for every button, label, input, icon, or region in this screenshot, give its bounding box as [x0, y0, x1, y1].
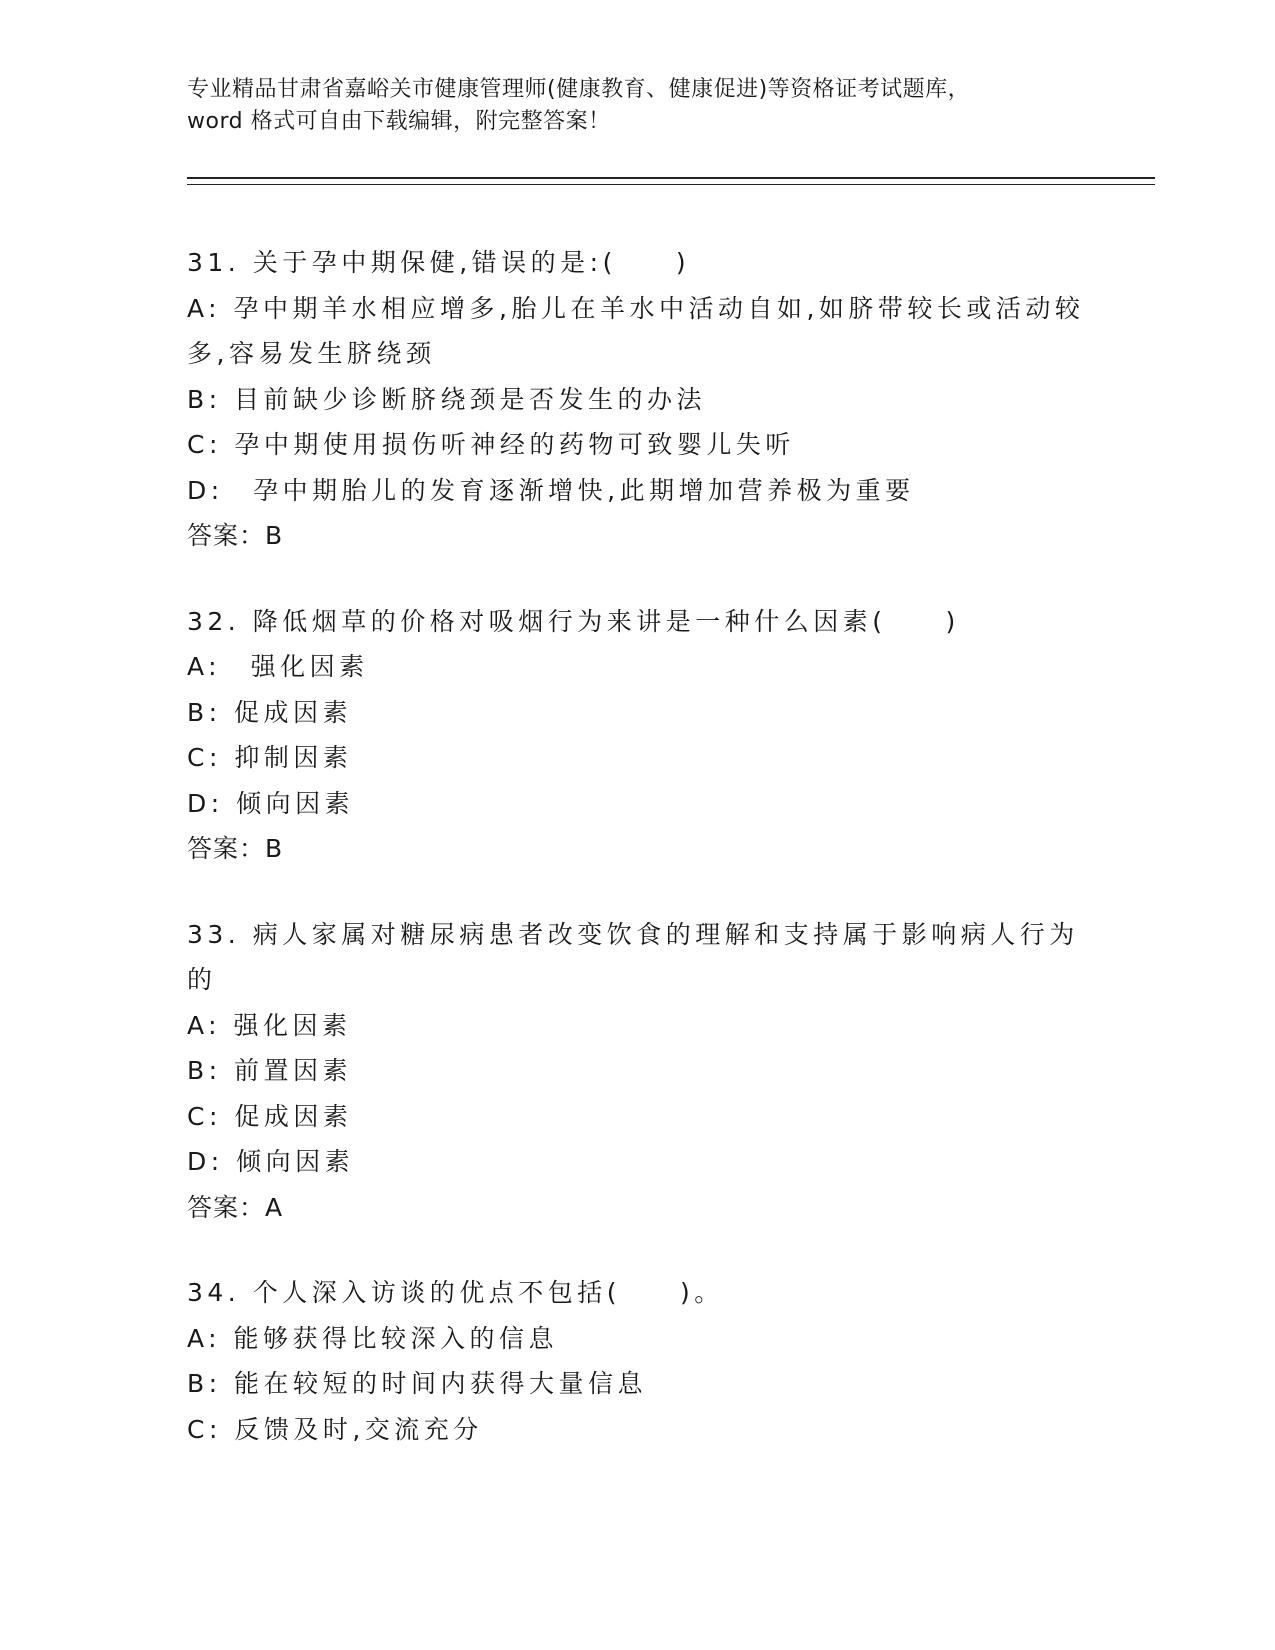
option-c: C: 孕中期使用损伤听神经的药物可致婴儿失听: [187, 430, 795, 459]
option-b: B: 能在较短的时间内获得大量信息: [187, 1369, 648, 1398]
question-32: [187, 599, 1107, 872]
question-stem: 31. 关于孕中期保健,错误的是:( ): [187, 248, 691, 277]
option-d: D: 倾向因素: [187, 788, 355, 818]
option-b: B: 目前缺少诊断脐绕颈是否发生的办法: [187, 384, 707, 414]
question-31: [187, 240, 1107, 559]
option-a: A: 强化因素: [187, 652, 369, 681]
question-stem: 34. 个人深入访谈的优点不包括( )。: [187, 1278, 724, 1307]
answer-label: 答案：B: [187, 834, 284, 863]
header-divider: [187, 177, 1155, 185]
option-b: B: 前置因素: [187, 1056, 353, 1085]
option-d: D: 倾向因素: [187, 1147, 355, 1176]
question-list: [187, 240, 1107, 1492]
option-a: A: 孕中期羊水相应增多,胎儿在羊水中活动自如,如脐带较长或活动较多,容易发生脐绕颈: [187, 293, 1085, 368]
answer-label: 答案：B: [187, 521, 284, 550]
option-a: A: 能够获得比较深入的信息: [187, 1323, 559, 1353]
option-d: D: 孕中期胎儿的发育逐渐增快,此期增加营养极为重要: [187, 475, 915, 505]
header-line-2: word 格式可自由下载编辑，附完整答案！: [187, 109, 611, 134]
header-line-1: 专业精品甘肃省嘉峪关市健康管理师(健康教育、健康促进)等资格证考试题库，: [187, 77, 971, 102]
option-c: C: 反馈及时,交流充分: [187, 1414, 483, 1444]
answer-label: 答案：A: [187, 1192, 284, 1222]
question-stem: 32. 降低烟草的价格对吸烟行为来讲是一种什么因素( ): [187, 606, 960, 636]
question-33: [187, 912, 1107, 1231]
question-stem: 33. 病人家属对糖尿病患者改变饮食的理解和支持属于影响病人行为的: [187, 919, 1079, 994]
document-header: [187, 74, 1087, 138]
option-a: A: 强化因素: [187, 1010, 352, 1040]
question-34: [187, 1270, 1107, 1452]
option-c: C: 促成因素: [187, 1101, 353, 1131]
option-c: C: 抑制因素: [187, 743, 353, 772]
option-b: B: 促成因素: [187, 697, 353, 727]
